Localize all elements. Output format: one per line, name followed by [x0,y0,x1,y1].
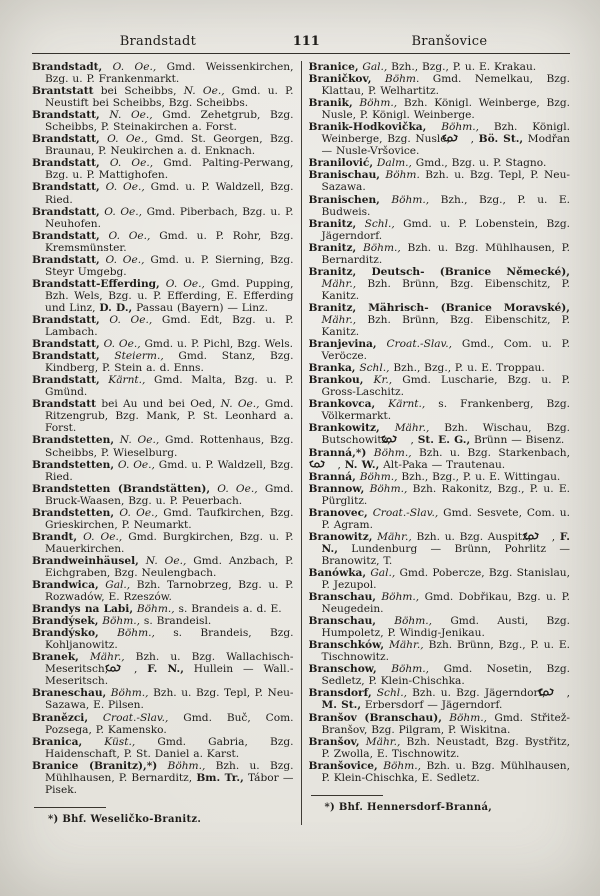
gazetteer-entry [32,133,294,157]
entry-bold-text: Branná, [308,470,356,483]
gazetteer-entry [32,206,294,230]
right-footnote-rule [311,795,383,796]
entry-region-abbrev: Mähr., [321,277,357,290]
entry-region-abbrev: N. Oe., [220,398,260,411]
entry-bold-text: Brandstatt, [32,338,100,351]
entry-region-abbrev: O. Oe., [99,338,141,351]
entry-text: s. Brandeis, Bzg. Kohljanowitz. [45,627,294,652]
entry-region-abbrev: O. Oe., [210,482,258,495]
entry-region-abbrev: Böhm., [375,591,420,604]
gazetteer-entry [32,651,294,687]
gazetteer-entry [32,338,294,350]
gazetteer-entry [32,736,294,760]
entry-text: Bzh., Bzg., P. u. E. Troppau. [389,362,545,375]
entry-text: , [470,133,479,146]
gazetteer-entry [309,422,571,446]
gazetteer-entry [309,712,571,736]
entry-region-abbrev: Gal., [366,566,396,579]
gazetteer-entry [32,483,294,507]
entry-region-abbrev: Böhm. [380,169,420,182]
entry-bold-text: Branšov (Branschau), [308,711,442,724]
gazetteer-entry [32,314,294,338]
entry-bold-text: Branilović, [308,157,374,170]
entry-region-abbrev: Kr., [363,374,393,387]
entry-bold-text: Brandstatt, [32,109,100,122]
entry-bold-text: Branik, [308,97,353,110]
entry-text: Gmd. St. Georgen, Bzg. Braunau, P. Neukirchen a. d. Enknach. [45,133,294,158]
post-horn-icon [118,663,134,672]
entry-text: Gmd. Střitež-Branšov, Bzg. Pilgram, P. Wiskitna. [321,711,570,736]
entry-text: Gmd. Dobřikau, Bzg. u. P. Neugedein. [321,591,570,616]
entry-bold-text: Branischau, [308,169,380,182]
entry-bold-text: Branice, [308,61,359,73]
gazetteer-entry [309,121,571,157]
gazetteer-entry [32,278,294,314]
entry-bold-text: F. N., [321,530,570,555]
gazetteer-entry [32,459,294,483]
entry-region-abbrev: Schl., [356,217,395,230]
entry-bold-text: Brandstetten (Brandstätten), [32,482,211,495]
gazetteer-entry [32,434,294,458]
entry-text: Erbersdorf — Jägerndorf. [361,699,503,712]
entry-bold-text: Branovec, [308,506,368,519]
gazetteer-entry [309,266,571,302]
entry-text: , [133,663,148,676]
right-footnote-text: *) Bhf. Hennersdorf-Branná, [324,801,493,813]
entry-text: Modřan — Nusle-Vršovice. [321,133,570,158]
entry-text: , [410,434,418,447]
entry-region-abbrev: N. Oe., [114,434,160,447]
entry-bold-text: Branšovice, [308,759,378,772]
entry-bold-text: Branschau, [308,591,376,604]
entry-region-abbrev: O. Oe., [99,229,151,242]
entry-region-abbrev: Schl., [355,362,390,375]
gazetteer-entry [309,760,571,784]
entry-bold-text: Brankou, [308,374,364,387]
entry-bold-text: D. D., [99,301,133,314]
entry-bold-text: Brandstatt, [32,313,100,326]
entry-bold-text: Brandstatt, [32,253,100,266]
entry-bold-text: Bransdorf, [308,687,372,700]
gazetteer-entry [32,603,294,615]
entry-text: Gmd. u. P. Neustift bei Scheibbs, Bzg. Scheibbs. [45,85,294,110]
entry-text: Gmd. u. P. Waldzell, Bzg. Ried. [45,458,294,483]
entry-bold-text: F. N., [147,663,184,676]
post-horn-icon [536,531,552,540]
entry-text: Bzh. Neustadt, Bzg. Bystřitz, P. Zwolla, E. Tischnowitz. [321,735,570,760]
entry-bold-text: Branek, [32,651,79,664]
running-head [36,34,566,50]
right-column-entries [309,61,571,784]
entry-text: Gmd. Austi, Bzg. Humpoletz, P. Windig-Jenikau. [321,615,570,640]
entry-bold-text: Brandstetten, [32,458,115,471]
entry-bold-text: Brandstatt, [32,229,100,242]
entry-region-abbrev: N. Oe., [183,85,225,98]
entry-bold-text: Brandstatt-Efferding, [32,277,160,290]
entry-text: s. Frankenberg, Bzg. Völkermarkt. [321,398,570,423]
gazetteer-entry [309,374,571,398]
gazetteer-entry [309,483,571,507]
entry-bold-text: Branitz, Deutsch- (Branice Německé), [308,265,570,278]
entry-bold-text: Branischen, [308,193,380,206]
entry-bold-text: Brandýsko, [32,627,99,640]
entry-region-abbrev: Böhm., [355,470,398,483]
entry-text: Gmd. Gabria, Bzg. Haidenschaft, P. St. Daniel a. Karst. [45,735,294,760]
gazetteer-entry [309,663,571,687]
entry-bold-text: Brandstetten, [32,434,115,447]
entry-region-abbrev: Böhm., [106,687,149,700]
gazetteer-entry [309,362,571,374]
entry-bold-text: Brandys na Labi, [32,603,134,616]
entry-text: Bzh. Wischau, Bzg. Butschowitz, [321,422,570,447]
gazetteer-entry [32,398,294,434]
entry-region-abbrev: Böhm., [379,193,430,206]
left-column-entries [32,61,294,796]
entry-region-abbrev: Croat.-Slav., [376,338,452,351]
entry-bold-text: Brandstatt, [32,205,100,218]
entry-bold-text: Brankovca, [308,398,376,411]
gazetteer-entry [32,157,294,181]
entry-region-abbrev: Böhm., [366,446,412,459]
gazetteer-entry [309,218,571,242]
entry-text: Bzh. u. Bzg. Tepl, P. Neu-Sazawa, E. Pilsen. [45,687,294,712]
entry-bold-text: Brantstatt [32,85,94,98]
entry-region-abbrev: Dalm., [373,157,412,170]
entry-text: , [337,458,345,471]
entry-bold-text: Brandstatt, [32,181,100,194]
entry-text: Bzh. Königl. Weinberge, Bzg. Nusle, [321,121,570,146]
entry-bold-text: St. E. G., [417,434,471,447]
entry-text: Passau (Bayern) — Linz. [132,301,268,314]
entry-text: Gmd. Anzbach, P. Eichgraben, Bzg. Neulengbach. [45,554,294,579]
entry-bold-text: Branice (Branitz),*) [32,759,158,772]
entry-region-abbrev: O. Oe., [99,157,154,170]
entry-region-abbrev: Böhm., [377,759,421,772]
entry-region-abbrev: Böhm., [98,627,155,640]
entry-text: Bzh. Brünn, Bzg. Eibenschitz, P. Kanitz. [321,313,570,339]
gazetteer-entry [309,447,571,471]
gazetteer-entry [309,338,571,362]
entry-bold-text: Branka, [308,362,356,375]
gazetteer-entry [309,507,571,531]
entry-text: Gmd. Buč, Com. Pozsega, P. Kamensko. [45,711,294,736]
post-horn-icon [455,133,471,142]
gazetteer-entry [309,73,571,97]
gazetteer-entry [32,579,294,603]
gazetteer-entry [32,254,294,278]
entry-region-abbrev: Mähr., [379,422,430,435]
entry-text: Gmd. Malta, Bzg. u. P. Gmünd. [45,374,294,399]
entry-text: Gmd. Zehetgrub, Bzg. Scheibbs, P. Steinakirchen a. Forst. [45,109,294,134]
entry-bold-text: Branitz, [308,217,357,230]
entry-region-abbrev: Kärnt., [375,398,426,411]
entry-text: Bzh. u. Bzg. Jägerndorf, [406,687,551,700]
entry-bold-text: Brandstadt, [32,61,103,73]
gazetteer-entry [32,615,294,627]
entry-region-abbrev: O. Oe., [99,253,145,266]
entry-region-abbrev: O. Oe., [99,181,145,194]
right-footnote [309,795,571,813]
entry-text: Hullein — Wall.-Meseritsch. [45,663,294,688]
entry-bold-text: Branschau, [308,615,376,628]
entry-text: Bzh. u. Bzg. Auspitz, [411,530,536,543]
entry-bold-text: Braničkov, [308,73,372,86]
entry-bold-text: Branná,*) [308,446,367,459]
entry-text: Gmd. Nemelkau, Bzg. Klattau, P. Welhartitz. [321,73,570,98]
entry-region-abbrev: Mähr., [359,735,401,748]
gazetteer-entry [309,687,571,711]
entry-text: Bzh. Rakonitz, Bzg., P. u. E. Pürglitz. [321,482,570,507]
running-head-right-title: Branšovice [411,34,488,49]
entry-text: Bzh. Tarnobrzeg, Bzg. u. P. Rozwadów, E. Rzeszów. [45,579,294,604]
entry-bold-text: Brandstatt [32,398,97,411]
gazetteer-entry [32,181,294,205]
entry-text: Bzh., Bzg., P. u. E. Wittingau. [397,470,561,483]
entry-bold-text: Brandweinhäusel, [32,554,139,567]
entry-region-abbrev: Mähr., [78,651,125,664]
entry-region-abbrev: Gal., [98,579,131,592]
entry-text: Gmd. Nosetin, Bzg. Sedletz, P. Klein-Chischka. [321,663,571,688]
gazetteer-entry [32,109,294,133]
entry-bold-text: N. W., [344,458,380,471]
entry-text: Gmd., Bzg. u. P. Stagno. [411,157,547,170]
entry-text: Gmd. Weissenkirchen, Bzg. u. P. Frankenmarkt. [45,61,294,86]
entry-text: Gmd. u. P. Lobenstein, Bzg. Jägerndorf. [321,217,570,242]
page-number: 111 [292,34,320,49]
gazetteer-entry [309,61,571,73]
entry-bold-text: Brandýsek, [32,615,99,628]
entry-bold-text: Brandstatt, [32,157,100,170]
entry-bold-text: Brandstatt, [32,350,100,363]
entry-text: Alt-Paka — Trautenau. [379,458,506,471]
gazetteer-entry [32,687,294,711]
entry-text: Bzh. Brünn, Bzg. Eibenschitz, P. Kanitz. [321,277,570,302]
gazetteer-entry [32,374,294,398]
entry-bold-text: Brandt, [32,530,78,543]
entry-text: Bzh. Brünn, Bzg., P. u. E. Tischnowitz. [321,639,570,664]
entry-bold-text: Branšov, [308,735,360,748]
post-horn-icon [551,687,567,696]
entry-text: Gmd. Luscharie, Bzg. u. P. Gross-Laschitz. [321,374,570,399]
entry-region-abbrev: Mähr., [321,313,357,326]
left-footnote-rule [34,807,106,808]
gazetteer-entry [32,507,294,531]
entry-text: Gmd. Rottenhaus, Bzg. Scheibbs, P. Wieselburg. [45,434,294,459]
entry-bold-text: Branitz, Mährisch- (Branice Moravské), [308,301,570,314]
entry-text: Bzh. Königl. Weinberge, Bzg. Nusle, P. Königl. Weinberge. [321,97,570,122]
gazetteer-entry [309,615,571,639]
running-head-left-title: Brandstadt [119,34,197,49]
entry-bold-text: Brannow, [308,482,365,495]
entry-region-abbrev: Böhm., [426,121,479,134]
entry-region-abbrev: Mähr., [384,639,424,652]
entry-text: Tábor — Pisek. [45,771,294,796]
entry-region-abbrev: Böhm., [157,759,206,772]
entry-text: Gmd. u. P. Rohr, Bzg. Kremsmünster. [45,229,294,254]
entry-region-abbrev: O. Oe., [77,530,123,543]
entry-region-abbrev: N. Oe., [138,554,187,567]
entry-bold-text: Branjevina, [308,338,377,351]
entry-text: Gmd. Palting-Perwang, Bzg. u. P. Mattighofen. [45,157,294,182]
post-horn-icon [394,434,410,443]
entry-text: Gmd. Bruck-Waasen, Bzg. u. P. Peuerbach. [45,482,294,507]
entry-text: Bzh. u. Bzg. Mühlhausen, P. Bernarditz. [321,241,570,266]
gazetteer-entry [32,555,294,579]
gazetteer-entry [32,350,294,374]
gazetteer-entry [309,639,571,663]
entry-text: Gmd. Ritzengrub, Bzg. Mank, P. St. Leonhard a. Forst. [45,398,294,435]
entry-text: s. Brandeisl. [140,615,212,628]
entry-region-abbrev: O. Oe., [159,277,205,290]
entry-region-abbrev: Böhm., [352,97,398,110]
entry-text: Bzh. u. Bzg. Starkenbach, [411,446,570,459]
entry-text: Gmd. Burgkirchen, Bzg. u. P. Mauerkirchen. [45,530,294,555]
entry-text: Bzh. u. Bzg. Mühlhausen, P. Klein-Chischka, E. Sedletz. [321,759,570,784]
entry-bold-text: Branica, [32,735,83,748]
entry-region-abbrev: Böhm., [364,482,408,495]
gazetteer-entry [32,61,294,85]
entry-text: , [566,687,570,700]
entry-bold-text: Bö. St., [478,133,524,146]
entry-region-abbrev: Böhm., [375,615,433,628]
entry-region-abbrev: Böhm., [441,711,488,724]
gazetteer-entry [309,471,571,483]
entry-region-abbrev: Böhm., [98,615,141,628]
entry-text: Bzh. u. Bzg. Wallachisch-Meseritsch, [45,651,294,676]
left-footnote [32,807,294,825]
entry-region-abbrev: Küst., [82,735,136,748]
entry-region-abbrev: Croat.-Slav., [367,506,439,519]
entry-region-abbrev: Croat.-Slav., [88,711,169,724]
entry-bold-text: Branowitz, [308,530,373,543]
entry-text: Gmd. Edt, Bzg. u. P. Lambach. [45,313,294,339]
gazetteer-entry [309,591,571,615]
entry-text: Gmd. u. P. Waldzell, Bzg. Ried. [45,181,294,206]
gazetteer-entry [32,230,294,254]
entry-bold-text: Braneschau, [32,687,107,700]
entry-bold-text: Branitz, [308,241,357,254]
gazetteer-entry [309,736,571,760]
entry-region-abbrev: O. Oe., [114,506,158,519]
entry-region-abbrev: O. Oe., [99,205,143,218]
gazetteer-entry [32,712,294,736]
entry-text: Bzh. u. Bzg. Mühlhausen, P. Bernarditz, [45,759,294,784]
entry-text: Lundenburg — Brünn, Pohrlitz — Branowitz, T. [321,542,570,567]
entry-region-abbrev: Böhm., [376,663,430,676]
entry-bold-text: Branik-Hodkovička, [308,121,427,134]
gazetteer-entry [309,531,571,567]
gazetteer-entry [309,242,571,266]
left-column [32,61,294,825]
gazetteer-entry [32,531,294,555]
entry-text: Gmd. Sesvete, Com. u. P. Agram. [321,506,570,531]
gazetteer-entry [309,97,571,121]
entry-text: s. Brandeis a. d. E. [174,603,282,616]
entry-region-abbrev: Böhm. [371,73,420,86]
entry-region-abbrev: O. Oe., [102,61,157,73]
gazetteer-entry [309,157,571,169]
entry-region-abbrev: Mähr., [372,530,412,543]
gazetteer-entry [32,760,294,796]
entry-text: bei Au und bei Oed, [96,398,221,411]
entry-bold-text: Bm. Tr., [196,771,244,784]
entry-text: Gmd. Taufkirchen, Bzg. Grieskirchen, P. Neumarkt. [45,506,294,531]
entry-text: Bzh., Bzg., P. u. E. Budweis. [321,193,570,218]
entry-region-abbrev: Steierm., [99,350,164,363]
entry-bold-text: Brandwica, [32,579,99,592]
entry-text: Gmd. u. P. Pichl, Bzg. Wels. [140,338,294,351]
entry-bold-text: Brandstetten, [32,506,115,519]
gazetteer-entry [309,567,571,591]
entry-region-abbrev: Gal., [358,61,388,73]
right-column [309,61,571,825]
gazetteer-entry [32,85,294,109]
entry-bold-text: Banówka, [308,566,367,579]
gazetteer-entry [309,194,571,218]
entry-bold-text: Branschow, [308,663,377,676]
entry-region-abbrev: Böhm., [356,241,401,254]
entry-text: Gmd. Pupping, Bzh. Wels, Bzg. u. P. Efferding, E. Efferding und Linz, [45,277,294,314]
entry-text: Bzh. u. Bzg. Tepl, P. Neu-Sazawa. [321,169,570,194]
entry-bold-text: M. St., [321,699,362,712]
entry-text: Gmd., Com. u. P. Veröcze. [321,338,571,363]
entry-bold-text: Brandstatt, [32,133,100,146]
entry-text: Brünn — Bisenz. [470,434,565,447]
gazetteer-entry [309,398,571,422]
column-divider-rule [301,61,302,825]
entry-region-abbrev: Schl., [371,687,407,700]
entry-region-abbrev: Kärnt., [99,374,146,387]
entry-region-abbrev: Böhm., [133,603,175,616]
entry-region-abbrev: O. Oe., [99,313,153,326]
entry-text: Gmd. Piberbach, Bzg. u. P. Neuhofen. [45,205,294,230]
entry-bold-text: Brandstatt, [32,374,100,387]
entry-bold-text: Branězci, [32,711,89,724]
entry-bold-text: Branschków, [308,639,385,652]
gazetteer-entry [32,627,294,651]
two-column-body [32,61,570,825]
entry-text: bei Scheibbs, [93,85,184,98]
entry-text: , [551,530,560,543]
gazetteer-entry [309,302,571,338]
entry-text: Bzh., Bzg., P. u. E. Krakau. [387,61,537,73]
entry-text: Gmd. Pobercze, Bzg. Stanislau, P. Jezupol. [321,566,570,592]
post-horn-icon [322,459,338,468]
entry-region-abbrev: O. Oe., [114,458,155,471]
entry-text: Gmd. u. P. Sierning, Bzg. Steyr Umgebg. [45,253,294,278]
entry-text: Gmd. Stanz, Bzg. Kindberg, P. Stein a. d. Enns. [45,350,294,375]
header-rule [32,53,570,54]
gazetteer-entry [309,169,571,193]
entry-region-abbrev: O. Oe., [99,133,148,146]
entry-region-abbrev: N. Oe., [99,109,153,122]
left-footnote-text: *) Bhf. Weseličko-Branitz. [48,813,202,825]
entry-bold-text: Brankowitz, [308,422,380,435]
